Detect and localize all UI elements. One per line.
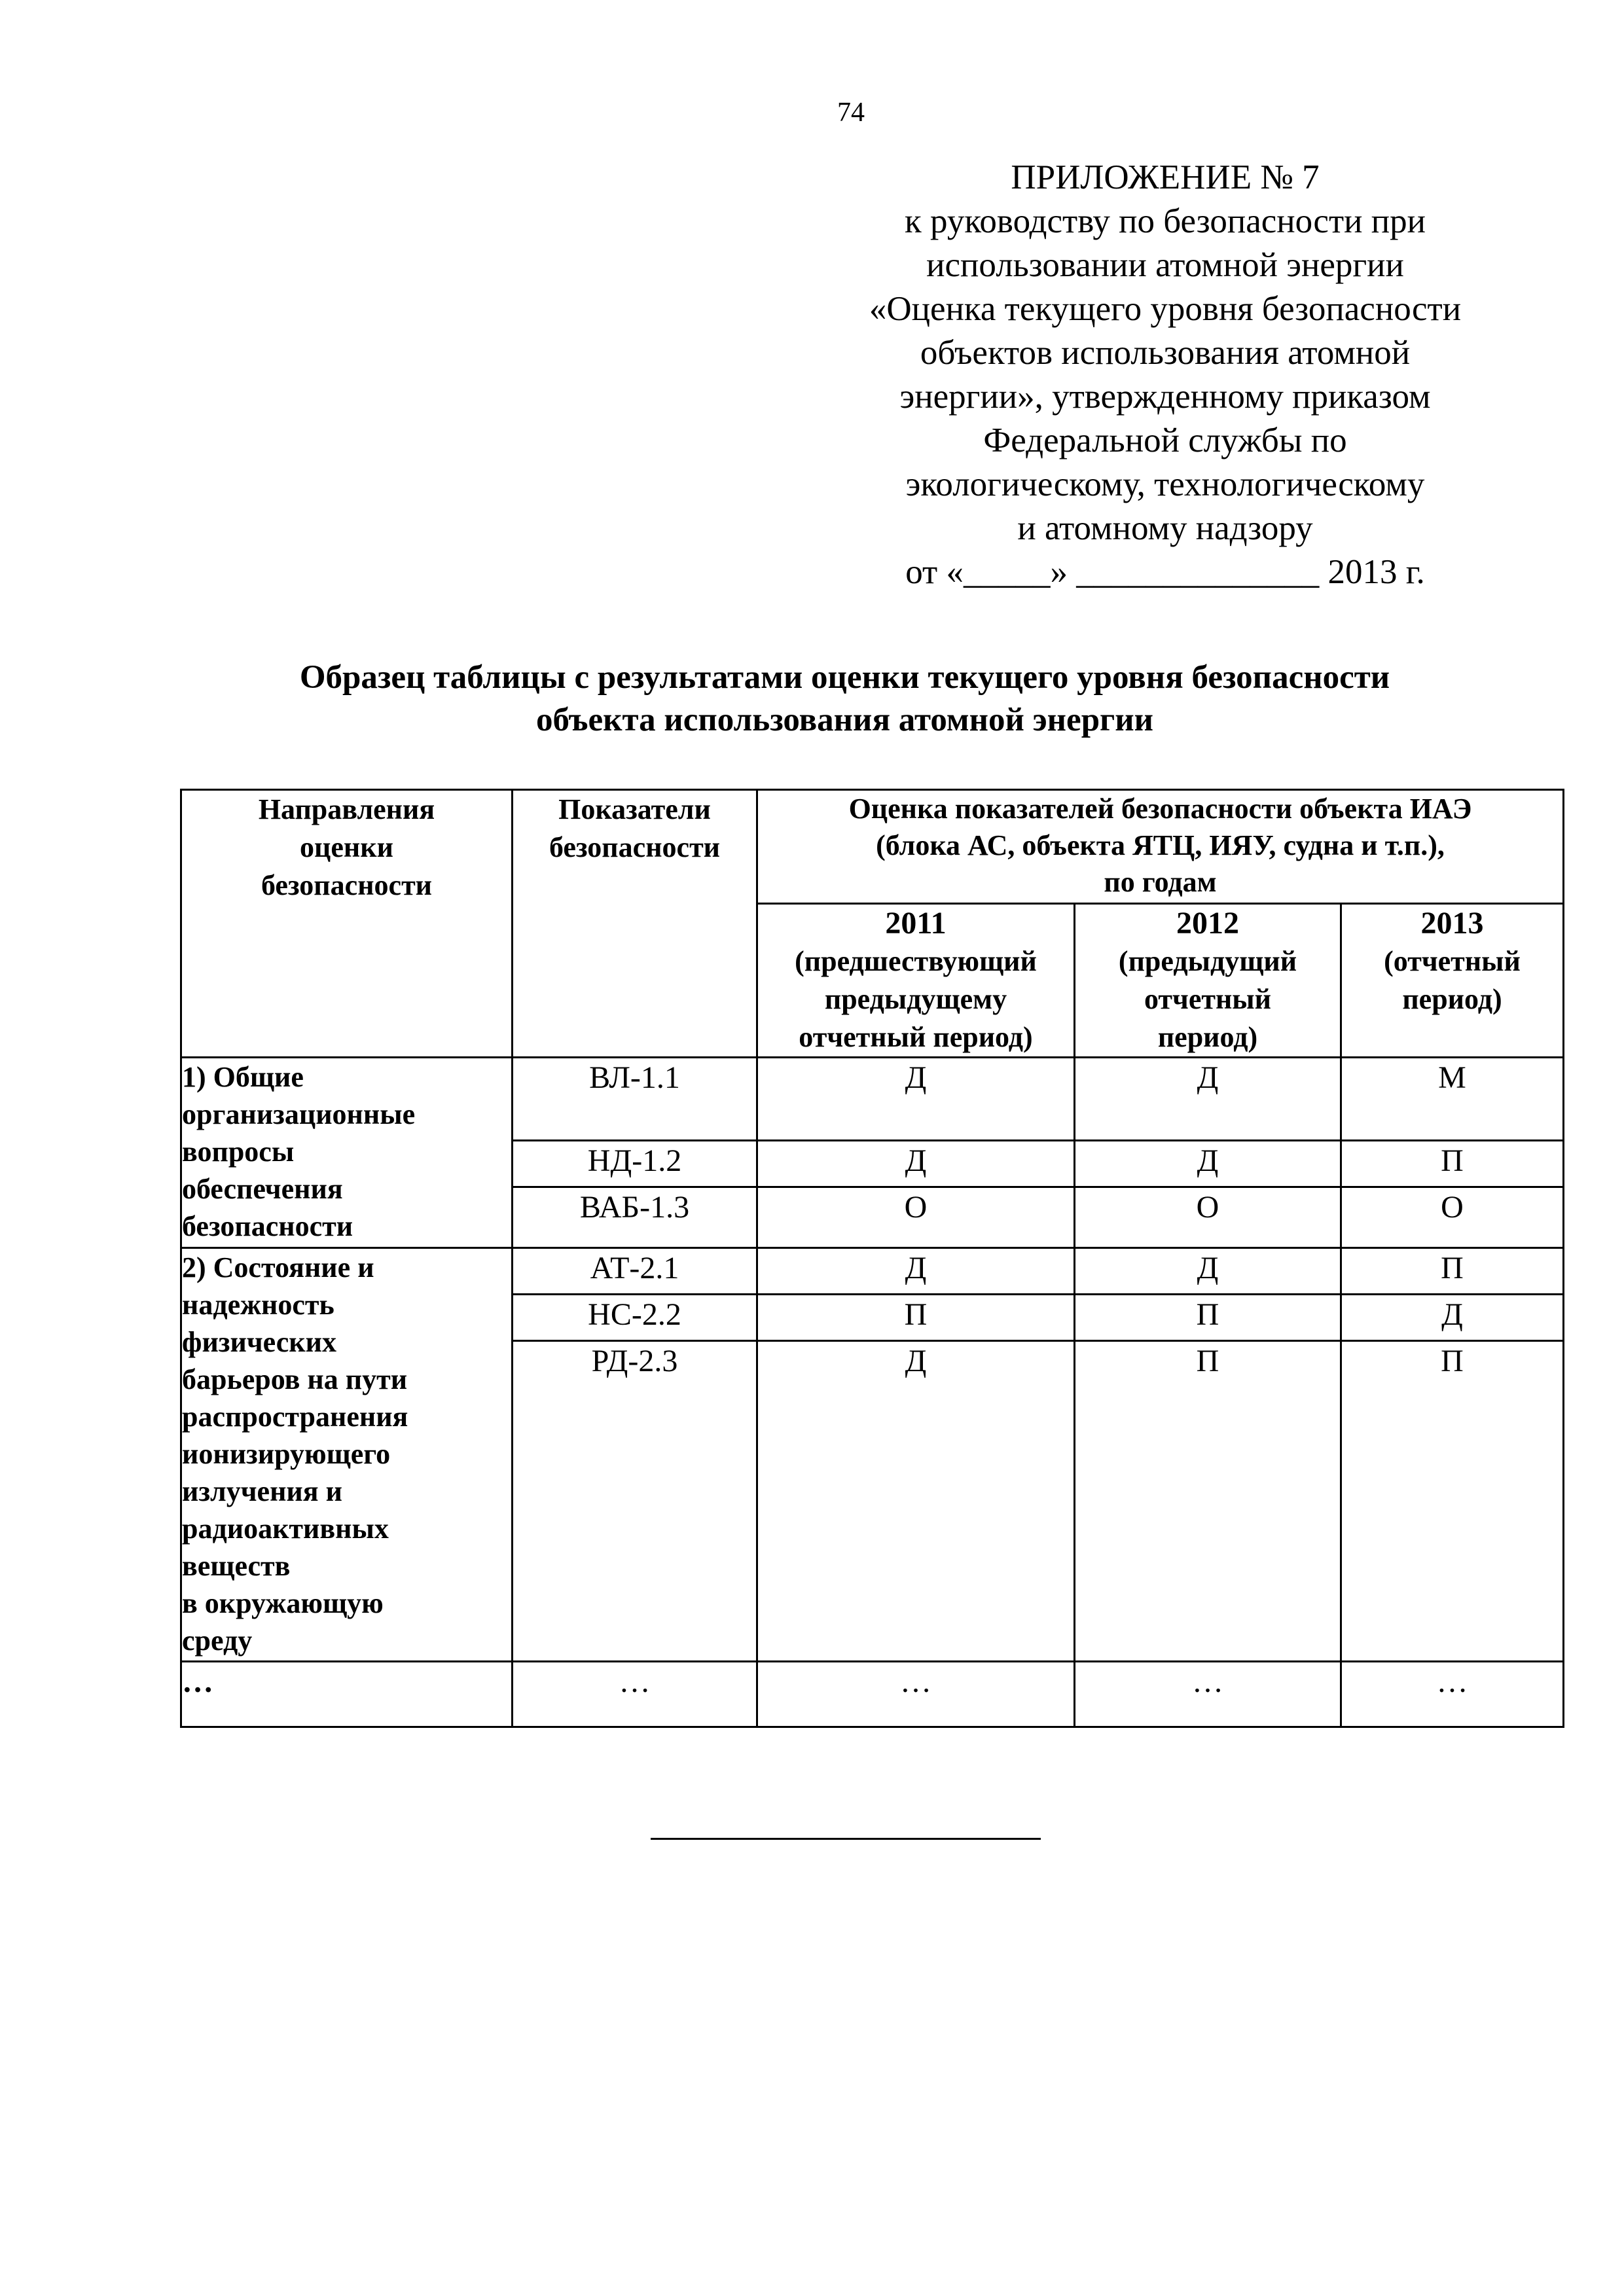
annex-line: к руководству по безопасности при (905, 202, 1426, 240)
direction-line: физических (182, 1326, 336, 1358)
value-cell: Д (1341, 1295, 1564, 1341)
document-title (131, 656, 1559, 742)
value-cell: П (757, 1295, 1075, 1341)
annex-line: от «_____» ______________ 2013 г. (905, 553, 1425, 591)
indicator-cell: НС-2.2 (513, 1295, 757, 1341)
value-cell: П (1341, 1141, 1564, 1187)
indicator-cell: РД-2.3 (513, 1341, 757, 1662)
header-indicators (513, 790, 757, 1058)
direction-line: барьеров на пути (182, 1363, 408, 1395)
value-cell: Д (1075, 1058, 1341, 1141)
value-cell: П (1341, 1341, 1564, 1662)
year-desc: (предшествующий (795, 945, 1037, 977)
header-year-2012 (1075, 904, 1341, 1058)
value-cell: Д (1075, 1141, 1341, 1187)
direction-cell-1 (181, 1058, 513, 1248)
indicator-cell: ВЛ-1.1 (513, 1058, 757, 1141)
year-desc: (отчетный (1384, 945, 1521, 977)
value-cell: М (1341, 1058, 1564, 1141)
ellipsis-cell: … (757, 1662, 1075, 1727)
value-cell: О (1341, 1187, 1564, 1248)
indicator-cell: АТ-2.1 (513, 1248, 757, 1295)
value-cell: П (1075, 1341, 1341, 1662)
direction-line: среду (182, 1624, 253, 1657)
header-year-2011 (757, 904, 1075, 1058)
direction-line: распространения (182, 1401, 408, 1433)
annex-line: ПРИЛОЖЕНИЕ № 7 (1011, 158, 1320, 196)
year-desc: (предыдущий (1118, 945, 1297, 977)
header-evaluation (757, 790, 1564, 904)
direction-line: в окружающую (182, 1587, 384, 1619)
page-number: 74 (837, 98, 865, 128)
ellipsis-cell: … (513, 1662, 757, 1727)
header-evaluation-line: Оценка показателей безопасности объекта ИАЭ (848, 793, 1472, 825)
annex-line: «Оценка текущего уровня безопасности (869, 290, 1462, 328)
title-line-2: объекта использования атомной энергии (535, 702, 1153, 738)
header-indicators-line: безопасности (549, 831, 721, 863)
direction-cell-2 (181, 1248, 513, 1662)
ellipsis-cell: … (181, 1662, 513, 1727)
year-label: 2011 (885, 906, 947, 941)
annex-line: экологическому, технологическому (905, 465, 1425, 503)
direction-line: безопасности (182, 1210, 353, 1242)
header-year-2013 (1341, 904, 1564, 1058)
direction-line: ионизирующего (182, 1438, 391, 1470)
value-cell: Д (757, 1341, 1075, 1662)
value-cell: П (1075, 1295, 1341, 1341)
header-direction-line: оценки (300, 831, 393, 863)
year-desc-spacer (1342, 1018, 1562, 1056)
ellipsis-cell: … (1075, 1662, 1341, 1727)
direction-line: радиоактивных (182, 1513, 389, 1545)
ellipsis-row (181, 1662, 1564, 1727)
year-desc: отчетный (1144, 983, 1272, 1015)
header-row (181, 790, 1564, 904)
year-desc: период) (1157, 1021, 1258, 1053)
value-cell: Д (1075, 1248, 1341, 1295)
indicator-cell: ВАБ-1.3 (513, 1187, 757, 1248)
header-indicators-line: Показатели (558, 793, 711, 825)
value-cell: Д (757, 1248, 1075, 1295)
value-cell: Д (757, 1141, 1075, 1187)
value-cell: П (1341, 1248, 1564, 1295)
direction-line: обеспечения (182, 1173, 343, 1205)
direction-line: организационные (182, 1098, 416, 1130)
header-evaluation-line: (блока АС, объекта ЯТЦ, ИЯУ, судна и т.п.), (876, 829, 1445, 861)
indicator-cell: НД-1.2 (513, 1141, 757, 1187)
results-table (180, 789, 1564, 1728)
footer-divider (651, 1838, 1041, 1840)
table-row (181, 1248, 1564, 1295)
header-evaluation-line: по годам (1104, 866, 1217, 898)
annex-line: объектов использования атомной (920, 334, 1411, 372)
year-desc: предыдущему (824, 983, 1007, 1015)
annex-header (812, 156, 1519, 594)
year-desc: период) (1402, 983, 1502, 1015)
direction-line: вопросы (182, 1136, 295, 1168)
year-label: 2012 (1176, 906, 1239, 941)
table-row (181, 1058, 1564, 1141)
direction-line: 2) Состояние и (182, 1251, 374, 1283)
value-cell: О (757, 1187, 1075, 1248)
annex-line: и атомному надзору (1017, 509, 1313, 547)
title-line-1: Образец таблицы с результатами оценки текущего уровня безопасности (299, 659, 1390, 696)
year-label: 2013 (1420, 906, 1484, 941)
annex-line: использовании атомной энергии (926, 246, 1404, 284)
annex-line: энергии», утвержденному приказом (899, 378, 1431, 416)
header-direction (181, 790, 513, 1058)
direction-line: надежность (182, 1289, 334, 1321)
year-desc: отчетный период) (799, 1021, 1033, 1053)
ellipsis-cell: … (1341, 1662, 1564, 1727)
direction-line: 1) Общие (182, 1061, 304, 1093)
direction-line: излучения и (182, 1475, 342, 1507)
annex-line: Федеральной службы по (983, 422, 1347, 459)
header-direction-line: безопасности (261, 869, 433, 901)
value-cell: Д (757, 1058, 1075, 1141)
header-direction-line: Направления (258, 793, 435, 825)
value-cell: О (1075, 1187, 1341, 1248)
direction-line: веществ (182, 1550, 291, 1582)
